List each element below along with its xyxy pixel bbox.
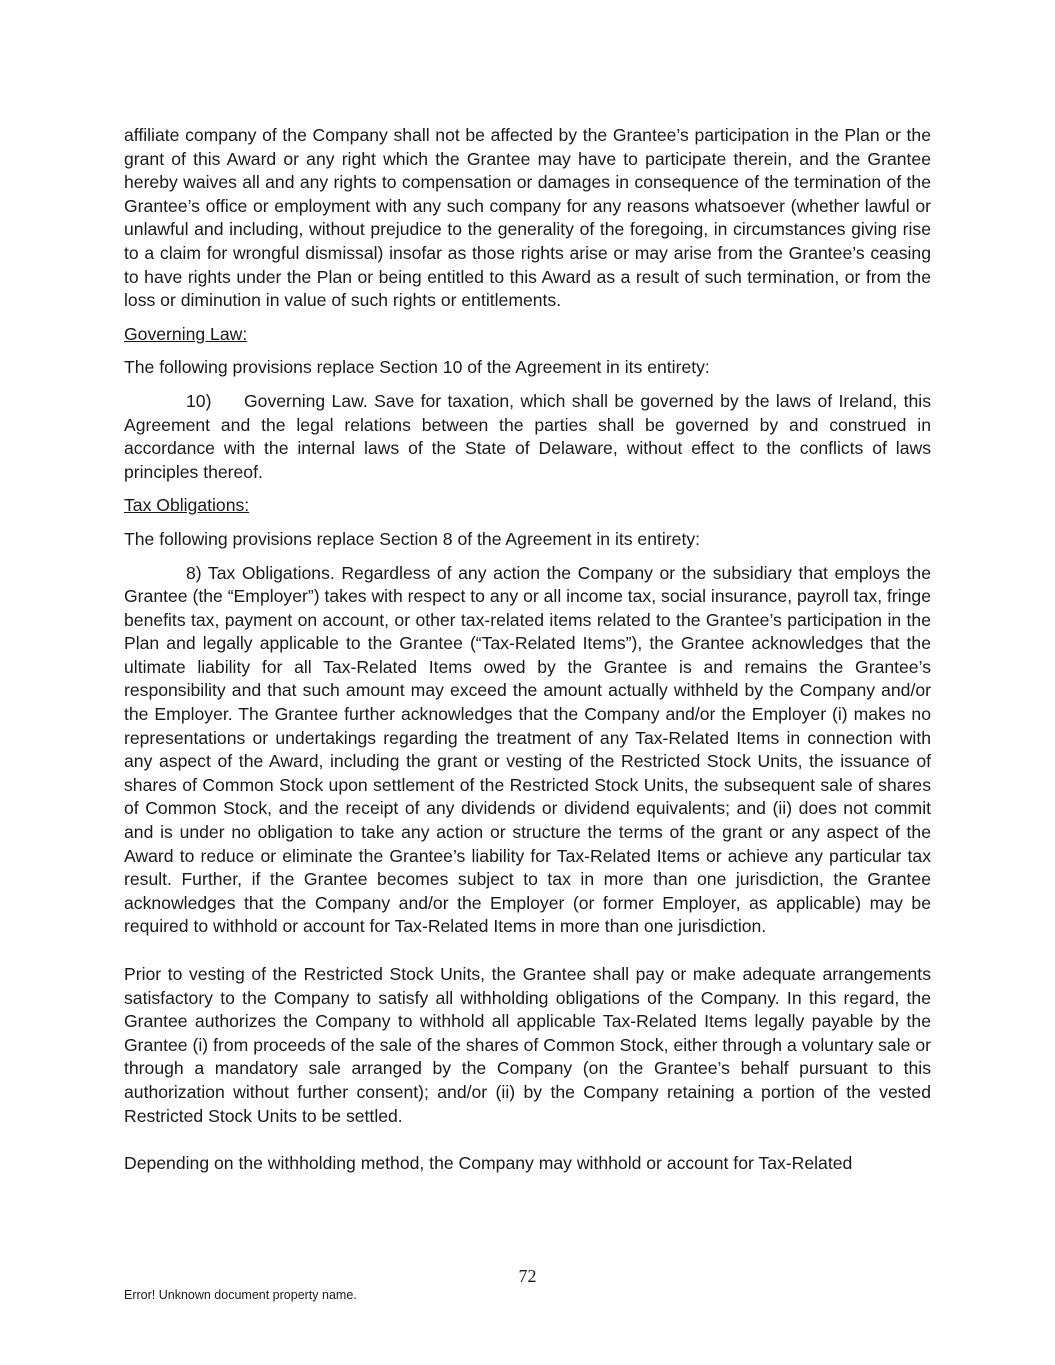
paragraph-prior-to-vesting: Prior to vesting of the Restricted Stock Units, the Grantee shall pay or make adequate arrangements satisfactory to the Company to satisfy all withholding obligations of the Company. In this regard, the Grantee authorizes the Company to withhold all applicable Tax-Related Items legally payable by the Grantee (i) from proceeds of the sale of the shares of Common Stock, either through a voluntary sale or through a mandatory sale arranged by the Company (on the Grantee’s behalf pursuant to this authorization without further consent); and/or (ii) by the Company retaining a portion of the vested Restricted Stock Units to be settled. [124, 964, 931, 1126]
paragraph-withholding-method: Depending on the withholding method, the Company may withhold or account for Tax-Related [124, 1153, 853, 1174]
paragraph-replace-section-8: The following provisions replace Section 8 of the Agreement in its entirety: [124, 528, 701, 549]
section-number-10: 10) [186, 390, 212, 411]
paragraph-replace-section-10: The following provisions replace Section 10 of the Agreement in its entirety: [124, 357, 710, 378]
heading-governing-law: Governing Law: [124, 323, 248, 344]
paragraph-tax-obligations: 8) Tax Obligations. Regardless of any action the Company or the subsidiary that employs the Grantee (the “Employer”) takes with respect to any or all income tax, social insurance, payroll tax, fringe benefits tax, payment on account, or other tax-related items related to the Grantee’s participation in the Plan and legally applicable to the Grantee (“Tax-Related Items”), the Grantee acknowledges that the ultimate liability for all Tax-Related Items owed by the Grantee is and remains the Grantee’s responsibility and that such amount may exceed the amount actually withheld by the Company and/or the Employer. The Grantee further acknowledges that the Company and/or the Employer (i) makes no representations or undertakings regarding the treatment of any Tax-Related Items in connection with any aspect of the Award, including the grant or vesting of the Restricted Stock Units, the issuance of shares of Common Stock upon settlement of the Restricted Stock Units, the subsequent sale of shares of Common Stock, and the receipt of any dividends or dividend equivalents; and (ii) does not commit and is under no obligation to take any action or structure the terms of the grant or any aspect of the Award to reduce or eliminate the Grantee’s liability for Tax-Related Items or achieve any particular tax result. Further, if the Grantee becomes subject to tax in more than one jurisdiction, the Grantee acknowledges that the Company and/or the Employer (or former Employer, as applicable) may be required to withhold or account for Tax-Related Items in more than one jurisdiction. [124, 562, 931, 937]
paragraph-governing-law [124, 390, 931, 484]
paragraph-intro: affiliate company of the Company shall not be affected by the Grantee’s participation in the Plan or the grant of this Award or any right which the Grantee may have to participate therein, and the Grantee hereby waives all and any rights to compensation or damages in consequence of the termination of the Grantee’s office or employment with any such company for any reasons whatsoever (whether lawful or unlawful and including, without prejudice to the generality of the foregoing, in circumstances giving rise to a claim for wrongful dismissal) insofar as those rights arise or may arise from the Grantee’s ceasing to have rights under the Plan or being entitled to this Award as a result of such termination, or from the loss or diminution in value of such rights or entitlements. [124, 125, 931, 311]
governing-law-text: Governing Law. Save for taxation, which shall be governed by the laws of Ireland, this Agreement and the legal relations between the parties shall be governed by and construed in accordance with the internal laws of the State of Delaware, without effect to the conflicts of laws principles thereof. [124, 390, 931, 482]
document-body [124, 124, 931, 1176]
page-number: 72 [518, 1266, 537, 1286]
heading-tax-obligations: Tax Obligations: [124, 495, 250, 516]
footer-property-note: Error! Unknown document property name. [124, 1288, 357, 1302]
